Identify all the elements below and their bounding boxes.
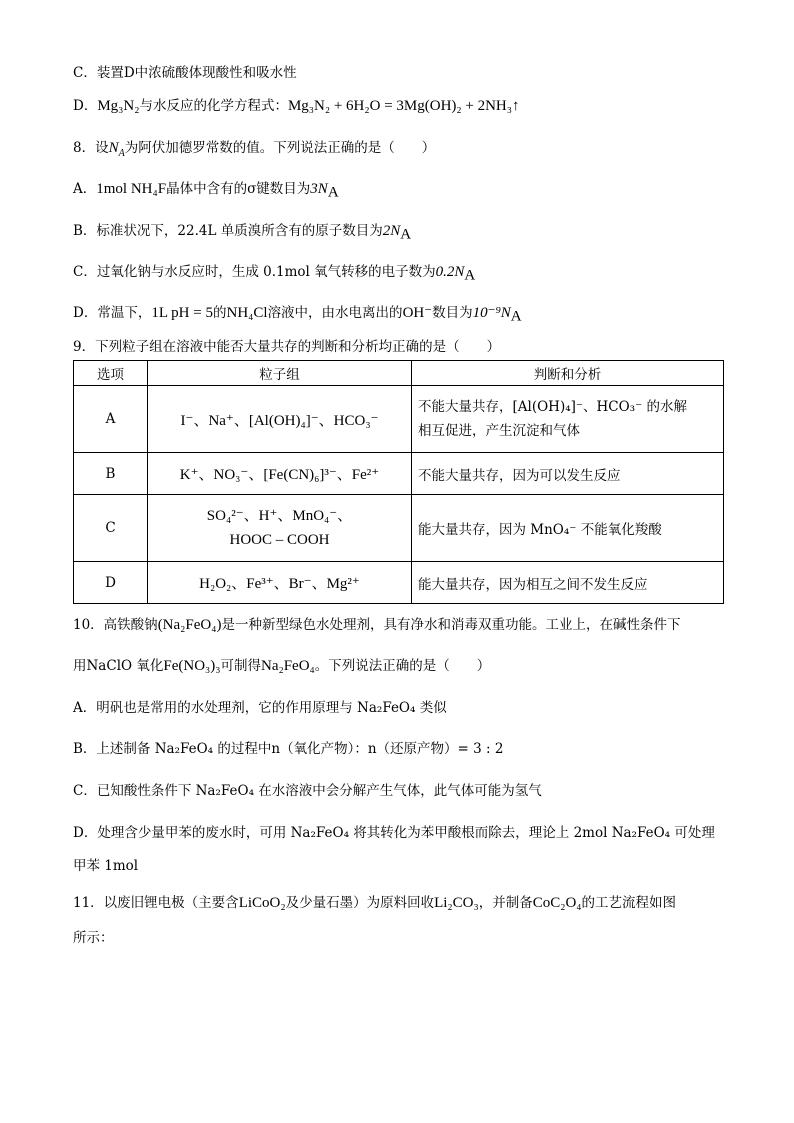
table-row: A I⁻、Na⁺、[Al(OH)₄]⁻、HCO₃⁻ 不能大量共存，[Al(OH)₄]⁻、HCO₃⁻ 的水解 相互促进，产生沉淀和气体 [74, 386, 724, 453]
q10-option-a: A．明矾也是常用的水处理剂，它的作用原理与 Na₂FeO₄ 类似 [73, 700, 447, 716]
q11-stem-line2: 所示： [73, 930, 114, 946]
q8-option-a: A．1mol NH₄F晶体中含有的σ键数目为$3N_A$ [73, 181, 339, 201]
q9-stem: 9．下列粒子组在溶液中能否大量共存的判断和分析均正确的是（ ） [73, 339, 501, 355]
table-row: C SO₄²⁻、H⁺、MnO₄⁻、 HOOC – COOH 能大量共存，因为 MnO₄⁻ 不能氧化羧酸 [74, 495, 724, 562]
q10-option-b: B．上述制备 Na₂FeO₄ 的过程中n（氧化产物）：n（还原产物）= 3 : 2 [73, 741, 504, 757]
table-header-row [74, 361, 724, 386]
q8-option-d: D．常温下，1L pH = 5的NH₄Cl溶液中，由水电离出的OH⁻数目为$10^{-9}N_A$ [73, 305, 522, 325]
q8-stem: 8．设$N_A$为阿伏加德罗常数的值。下列说法正确的是（ ） [73, 140, 436, 159]
q10-option-d-line1: D．处理含少量甲苯的废水时，可用 Na₂FeO₄ 将其转化为苯甲酸根而除去，理论上 2mol Na₂FeO₄ 可处理 [73, 825, 715, 841]
q8-option-b: B．标准状况下，22.4L 单质溴所含有的原子数目为$2N_A$ [73, 223, 412, 243]
table-row: D H₂O₂、Fe³⁺、Br⁻、Mg²⁺ 能大量共存，因为相互之间不发生反应 [74, 562, 724, 604]
q10-stem-line2: 用NaClO 氧化Fe(NO₃)₃可制得Na₂FeO₄。下列说法正确的是（ ） [73, 658, 491, 674]
q8-option-c: C．过氧化钠与水反应时，生成 0.1mol 氧气转移的电子数为$0.2N_A$ [73, 264, 476, 284]
header-option: 选项 [74, 361, 148, 386]
q10-stem-line1: 10．高铁酸钠(Na₂FeO₄)是一种新型绿色水处理剂，具有净水和消毒双重功能。工业上，在碱性条件下 [73, 617, 681, 633]
header-judge: 判断和分析 [412, 361, 724, 386]
header-ions: 粒子组 [148, 361, 412, 386]
q9-table [73, 360, 724, 604]
q11-stem-line1: 11．以废旧锂电极（主要含LiCoO₂及少量石墨）为原料回收Li₂CO₃，并制备CoC₂O₄的工艺流程如图 [73, 895, 677, 911]
q7-option-c: C．装置D中浓硫酸体现酸性和吸水性 [73, 65, 297, 81]
q10-option-c: C．已知酸性条件下 Na₂FeO₄ 在水溶液中会分解产生气体，此气体可能为氢气 [73, 783, 542, 799]
table-row: B K⁺、NO₃⁻、[Fe(CN)₆]³⁻、Fe²⁺ 不能大量共存，因为可以发生反应 [74, 453, 724, 495]
q10-option-d-line2: 甲苯 1mol [73, 858, 139, 874]
q7-option-d: D．Mg₃N₂与水反应的化学方程式：Mg₃N₂ + 6H₂O = 3Mg(OH)₂ + 2NH₃↑ [73, 98, 520, 114]
